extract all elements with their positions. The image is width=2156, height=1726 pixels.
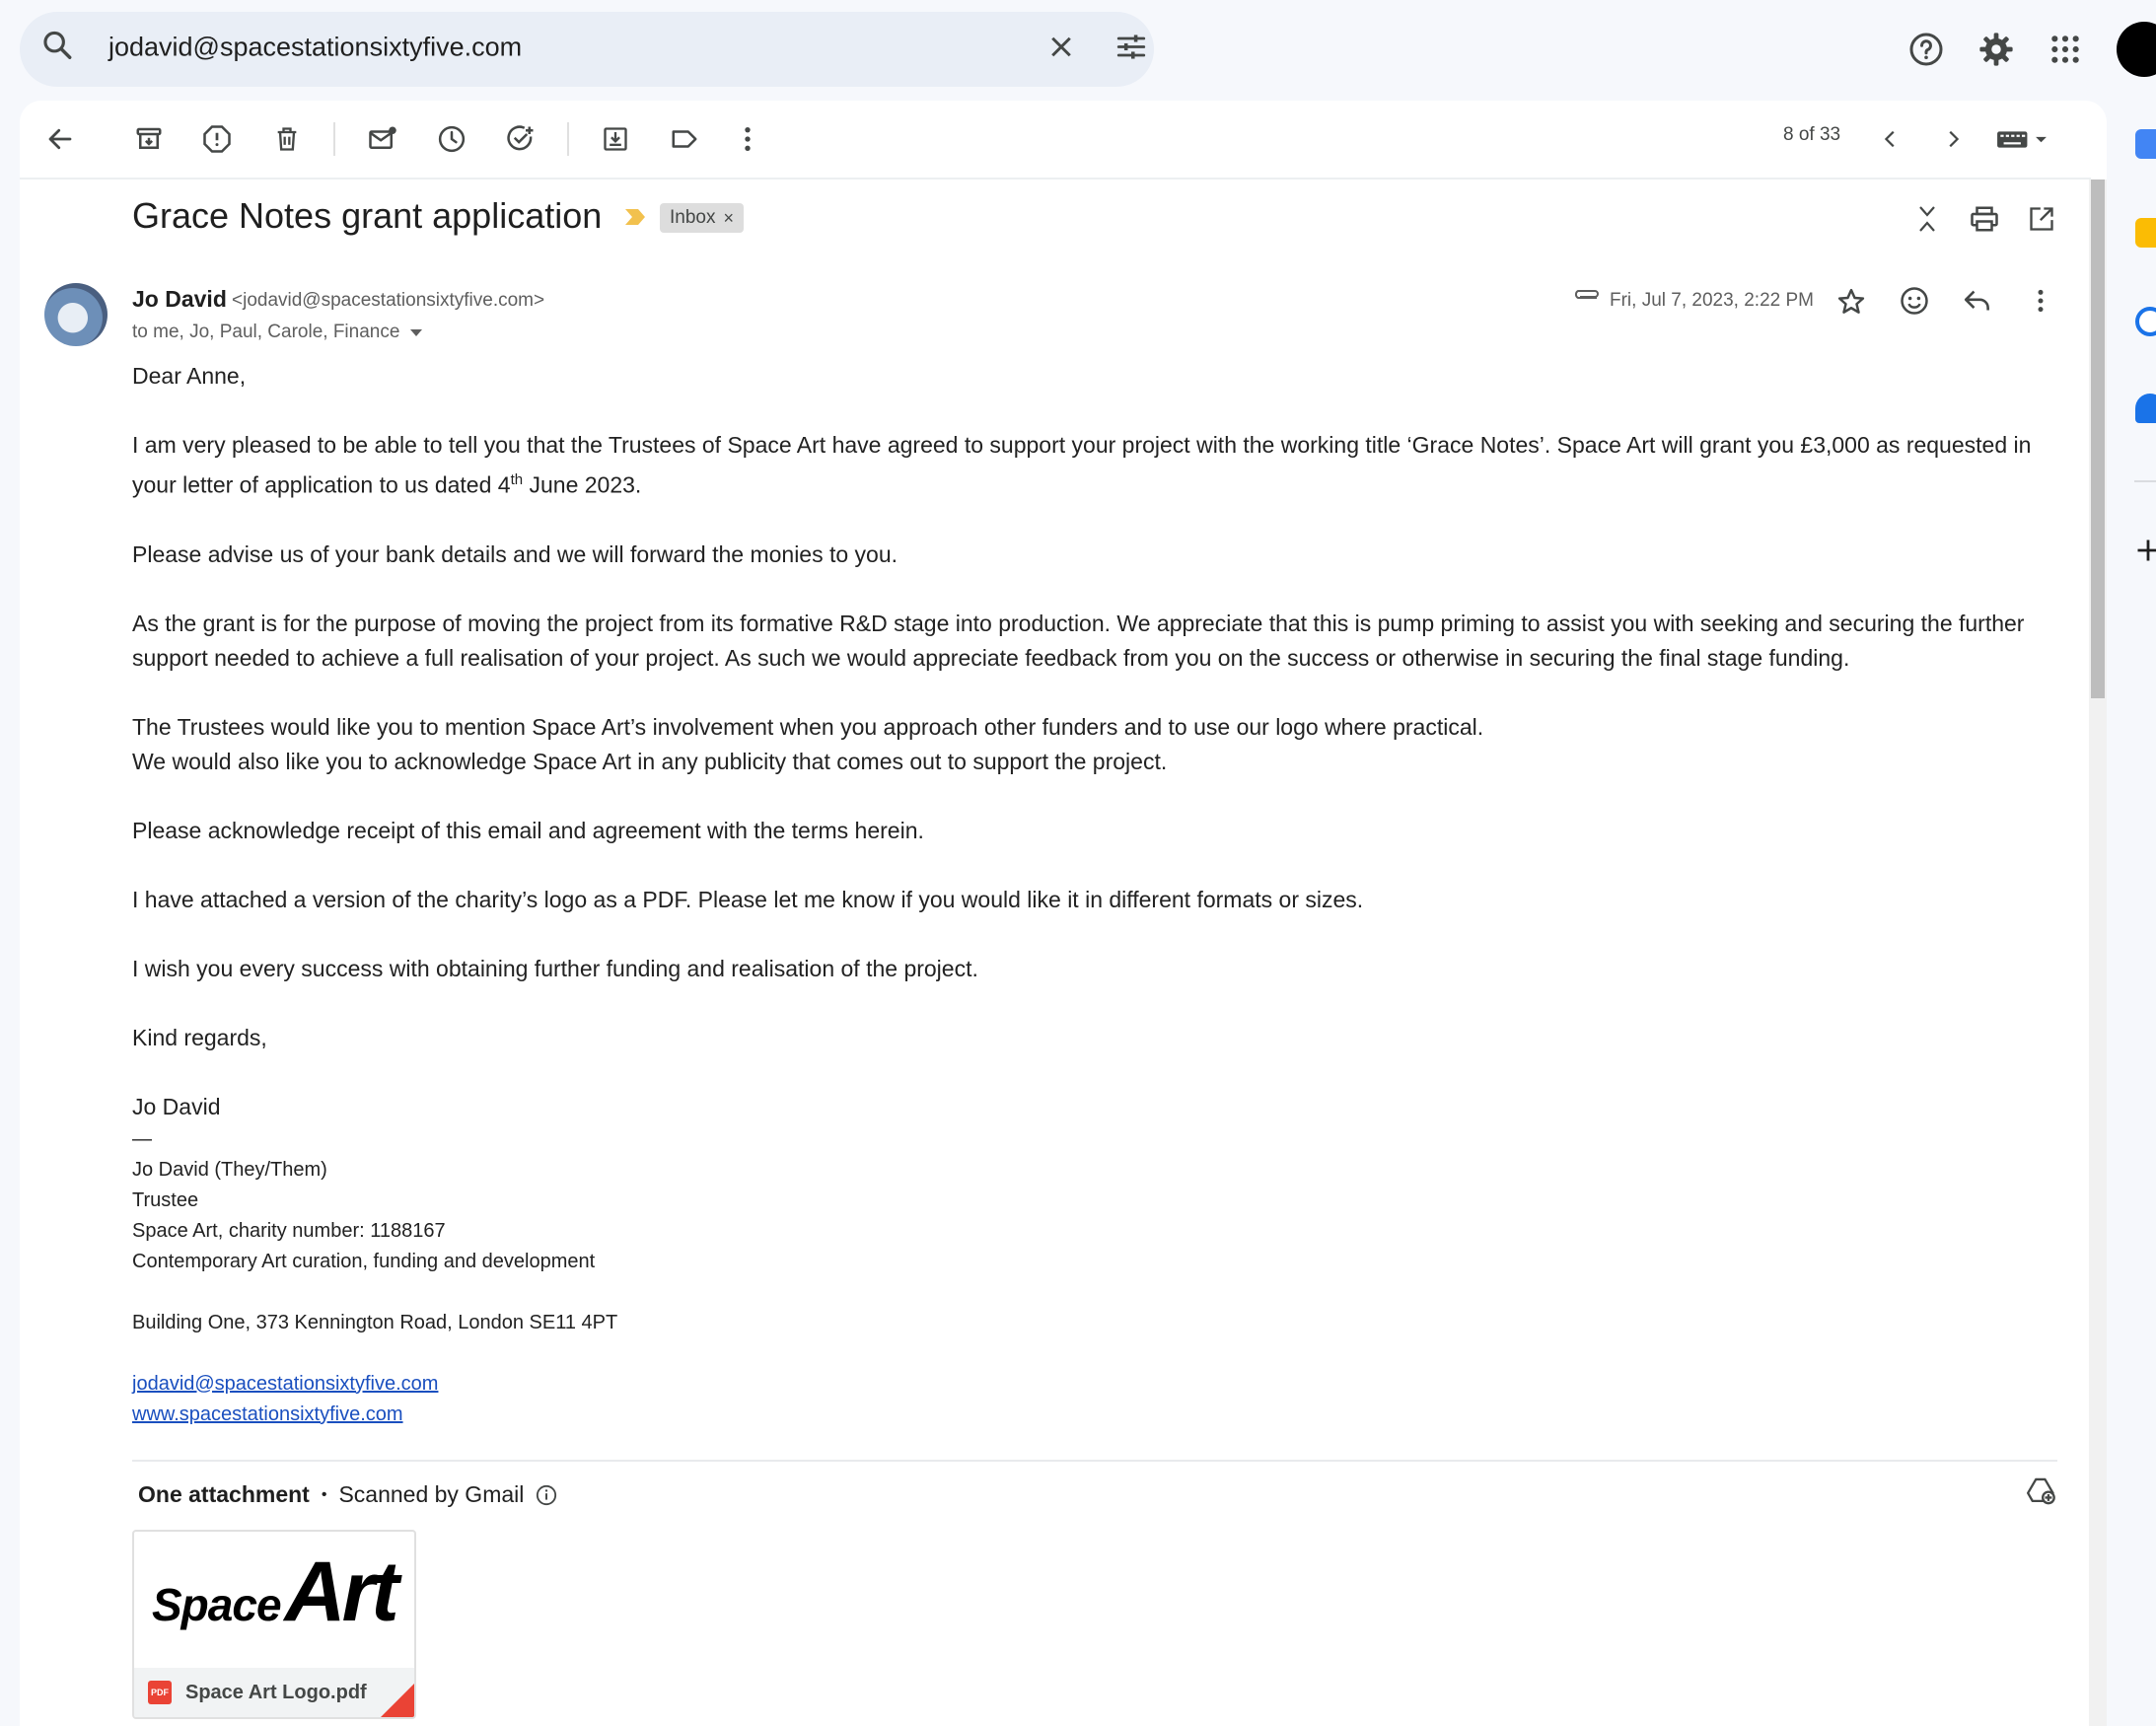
space-art-logo — [152, 1544, 395, 1641]
signature-dash: — — [132, 1127, 152, 1150]
signature-address: Building One, 373 Kennington Road, London SE11 4PT — [132, 1311, 618, 1333]
logo-word-art: Art — [284, 1545, 395, 1639]
recipients-toggle[interactable] — [132, 322, 423, 343]
inbox-label-chip — [660, 203, 744, 233]
recipients-list: to me, Jo, Paul, Carole, Finance — [132, 322, 400, 342]
importance-marker-icon[interactable] — [623, 207, 647, 232]
paragraph-wishes: I wish you every success with obtaining further funding and realisation of the project. — [132, 955, 978, 981]
keep-icon[interactable] — [2135, 218, 2156, 248]
attachment-file-name: Space Art Logo.pdf — [185, 1681, 367, 1703]
toolbar-divider-line — [20, 178, 2091, 180]
help-icon[interactable] — [1908, 32, 1944, 67]
paragraph-acknowledge: Please acknowledge receipt of this email and agreement with the terms herein. — [132, 817, 924, 843]
signature-name: Jo David (They/Them) — [132, 1158, 327, 1181]
collapse-all-icon[interactable] — [1915, 204, 1939, 234]
rail-divider — [2134, 480, 2156, 482]
toolbar-divider — [567, 122, 569, 156]
signature-web-link[interactable]: www.spacestationsixtyfive.com — [132, 1402, 403, 1425]
inbox-label: Inbox — [670, 207, 716, 228]
sender-email: <jodavid@spacestationsixtyfive.com> — [232, 290, 545, 311]
chevron-down-icon[interactable] — [409, 327, 423, 337]
apps-grid-icon[interactable] — [2049, 34, 2081, 65]
signoff: Jo David — [132, 1093, 221, 1119]
message-counter: 8 of 33 — [1783, 124, 1841, 145]
emoji-reaction-icon[interactable] — [1900, 286, 1929, 316]
report-spam-icon[interactable] — [202, 124, 232, 154]
chevron-right-icon[interactable] — [1942, 126, 1964, 152]
move-to-icon[interactable] — [602, 124, 629, 154]
attachment-divider — [132, 1460, 2057, 1462]
add-icon[interactable] — [2134, 537, 2156, 564]
calendar-icon[interactable] — [2135, 129, 2156, 159]
email-subject: Grace Notes grant application — [132, 195, 603, 236]
print-icon[interactable] — [1970, 204, 1999, 234]
attachment-footer — [134, 1668, 414, 1717]
contacts-icon[interactable] — [2135, 394, 2156, 423]
info-icon[interactable] — [536, 1484, 557, 1506]
email-date: Fri, Jul 7, 2023, 2:22 PM — [1610, 290, 1814, 311]
paragraph-grant — [132, 428, 2075, 503]
tasks-icon[interactable] — [2135, 307, 2156, 336]
attachment-card[interactable] — [132, 1530, 416, 1719]
add-to-tasks-icon[interactable] — [505, 124, 537, 154]
close-icon[interactable] — [1046, 33, 1076, 67]
search-input[interactable]: jodavid@spacestationsixtyfive.com — [108, 32, 523, 62]
remove-label-button[interactable]: × — [723, 207, 734, 228]
superscript: th — [510, 471, 524, 488]
more-options-icon[interactable] — [743, 125, 753, 153]
email-view — [20, 101, 2107, 1726]
toolbar-divider — [333, 122, 335, 156]
reply-icon[interactable] — [1963, 288, 1992, 314]
corner-fold — [381, 1684, 414, 1717]
signature-charity: Space Art, charity number: 1188167 — [132, 1219, 446, 1242]
search-icon[interactable] — [40, 29, 74, 67]
closing: Kind regards, — [132, 1024, 267, 1050]
search-options-icon[interactable] — [1114, 31, 1148, 69]
separator-dot: • — [321, 1485, 327, 1503]
back-icon[interactable] — [45, 124, 75, 154]
account-avatar[interactable] — [2117, 22, 2156, 77]
message-toolbar — [20, 101, 2107, 178]
signature — [132, 1124, 2075, 1430]
chevron-left-icon[interactable] — [1880, 126, 1902, 152]
signature-tagline: Contemporary Art curation, funding and development — [132, 1250, 596, 1272]
email-body — [132, 359, 2075, 1430]
search-bar[interactable] — [20, 12, 1154, 87]
label-icon[interactable] — [669, 124, 700, 154]
snooze-icon[interactable] — [437, 124, 467, 154]
attachment-icon — [1571, 289, 1601, 307]
attachment-count: One attachment — [138, 1481, 310, 1507]
paragraph-text: I am very pleased to be able to tell you that the Trustees of Space Art have agreed to support your project with the working title ‘Grace Notes’. Space Art will grant you £3,000 as requested in your letter of application to us dated 4 — [132, 432, 2032, 498]
sender-avatar[interactable] — [44, 283, 108, 346]
paragraph-mention: The Trustees would like you to mention Space Art’s involvement when you approach other funders and to use our logo where practical. — [132, 713, 1484, 740]
signature-role: Trustee — [132, 1188, 199, 1211]
greeting: Dear Anne, — [132, 363, 247, 389]
logo-word-space: Space — [152, 1579, 281, 1630]
scanned-label: Scanned by Gmail — [338, 1481, 525, 1507]
input-tools-icon[interactable] — [1994, 126, 2049, 152]
paragraph-bank: Please advise us of your bank details and we will forward the monies to you. — [132, 540, 898, 567]
paragraph-purpose: As the grant is for the purpose of moving the project from its formative R&D stage into production. We appreciate that this is pump priming to assist you with seeking and securing the further support needed to achieve a full realisation of your project. As such we would appreciate feedback from you on the success or otherwise in securing the final stage funding. — [132, 610, 2025, 671]
delete-icon[interactable] — [273, 124, 301, 154]
pdf-file-icon: PDF — [148, 1681, 172, 1704]
paragraph-publicity: We would also like you to acknowledge Space Art in any publicity that comes out to support the project. — [132, 748, 1168, 774]
sender-name[interactable]: Jo David — [132, 286, 227, 312]
paragraph-logo: I have attached a version of the charity’s logo as a PDF. Please let me know if you would like it in different formats or sizes. — [132, 886, 1364, 912]
signature-email-link[interactable]: jodavid@spacestationsixtyfive.com — [132, 1372, 439, 1395]
paragraph-text: June 2023. — [523, 471, 642, 498]
scrollbar-thumb[interactable] — [2091, 180, 2105, 698]
gear-icon[interactable] — [1977, 31, 2015, 68]
message-more-icon[interactable] — [2036, 288, 2046, 314]
add-to-drive-icon[interactable] — [2027, 1477, 2056, 1510]
attachment-header — [138, 1481, 557, 1508]
mark-unread-icon[interactable] — [367, 124, 398, 154]
open-new-window-icon[interactable] — [2028, 205, 2055, 233]
star-icon[interactable] — [1836, 287, 1866, 317]
archive-icon[interactable] — [134, 124, 164, 154]
